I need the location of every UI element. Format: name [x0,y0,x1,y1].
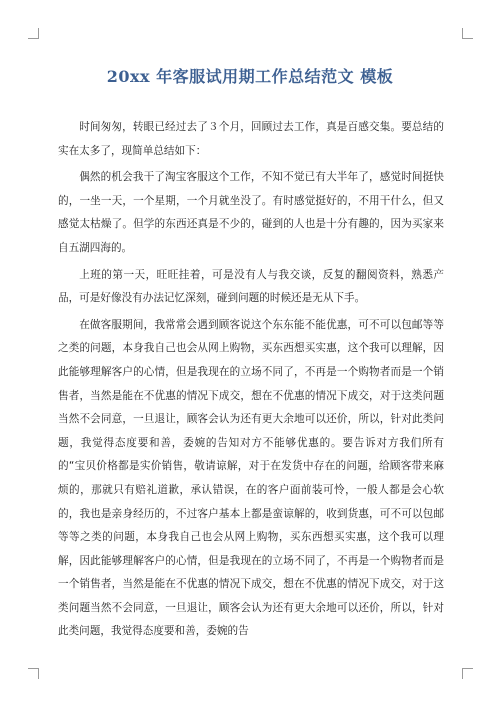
crop-mark-top-right [462,28,473,39]
document-body [58,116,444,647]
paragraph-1: 时间匆匆，转眼已经过去了３个月，回顾过去工作，真是百感交集。要总结的实在太多了，现简单总结如下： [58,121,444,157]
crop-mark-bottom-left [28,668,39,679]
paragraph-2: 偶然的机会我干了淘宝客服这个工作，不知不觉已有大半年了，感觉时间挺快的，一坐一天，一个星期，一个月就坐没了。有时感觉挺好的，不用干什么，但又感觉太枯燥了。但学的东西还真是不少的，碰到的人也是十分有趣的，因为买家来自五湖四海的。 [58,171,444,254]
crop-mark-bottom-right [462,668,473,679]
paragraph-3: 上班的第一天，旺旺挂着，可是没有人与我交谈，反复的翻阅资料，熟悉产品，可是好像没有办法记忆深刻，碰到问题的时候还是无从下手。 [58,268,444,305]
document-title: 20xx 年客服试用期工作总结范文 模板 [106,67,394,86]
crop-mark-top-left [28,28,39,39]
paragraph-4: 在做客服期间，我常常会遇到顾客说这个东东能不能优惠，可不可以包邮等等之类的问题，本身我自己也会从网上购物，买东西想买实惠，这个我可以理解，因此能够理解客户的心情，但是我现在的立场不同了，不再是一个购物者而是一个销售者，当然是能在不优惠的情况下成交，想在不优惠的情况下成交，对于这类问题当然不会同意，一旦退让，顾客会认为还有更大余地可以还价，所以，针对此类问题，我觉得态度要和善，委婉的告知对方不能够优惠的。要告诉对方我们所有的“宝贝价格都是实价销售，敬请谅解，对于在发货中存在的问题，给顾客带来麻烦的，那就只有赔礼道歉，承认错误，在的客户面前装可怜，一般人都是会心软的，我也是亲身经历的，不过客户基本上都是蛮谅解的，收到货惠，可不可以包邮等等之类的问题，本身我自己也会从网上购物，买东西想买实惠，这个我可以理解，因此能够理解客户的心情，但是我现在的立场不同了，不再是一个购物者而是一个销售者，当然是能在不优惠的情况下成交，想在不优惠的情况下成交，对于这类问题当然不会同意，一旦退让，顾客会认为还有更大余地可以还价，所以，针对此类问题，我觉得态度要和善，委婉的告 [58,318,444,638]
